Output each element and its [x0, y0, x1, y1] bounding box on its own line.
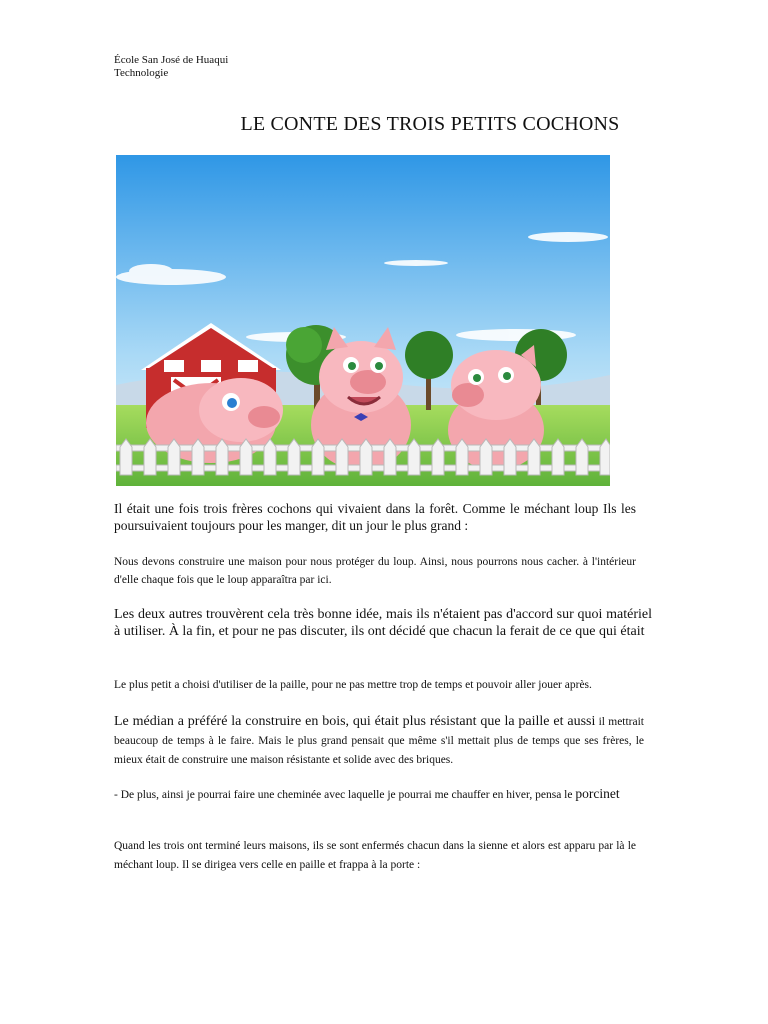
paragraph-6-text: - De plus, ainsi je pourrai faire une cheminée avec laquelle je pourrai me chauffer en hiver, pensa le: [114, 789, 573, 801]
paragraph-6-end: porcinet: [575, 786, 620, 801]
paragraph-3: Les deux autres trouvèrent cela très bonne idée, mais ils n'étaient pas d'accord sur quoi matériel à utiliser. À la fin, et pour ne pas discuter, ils ont décidé que chacun la ferait de ce que qui était: [114, 607, 652, 639]
paragraph-5-lead: Le médian a préféré la construire en bois, qui était plus résistant que la paille et aussi: [114, 714, 596, 729]
school-name: École San José de Huaqui: [114, 54, 229, 66]
paragraph-2: Nous devons construire une maison pour nous protéger du loup. Ainsi, nous pourrons nous cacher. à l'intérieur d'elle chaque fois que le loup apparaîtra par ici.: [114, 556, 636, 586]
paragraph-5-rest: il mettrait beaucoup de temps à le faire. Mais le plus grand pensait que même s'il mettait plus de temps que ses frères, le mieux était de construire une maison résistante et solide avec des briques.: [114, 716, 645, 766]
document-header: [114, 54, 228, 80]
subject-name: Technologie: [114, 67, 169, 79]
paragraph-6: [114, 784, 634, 805]
paragraph-5: [114, 712, 644, 770]
document-title: LE CONTE DES TROIS PETITS COCHONS: [240, 113, 620, 135]
paragraph-4: Le plus petit a choisi d'utiliser de la paille, pour ne pas mettre trop de temps et pouvoir aller jouer après.: [114, 679, 592, 691]
paragraph-1: Il était une fois trois frères cochons qui vivaient dans la forêt. Comme le méchant loup Ils les poursuivaient toujours pour les manger, dit un jour le plus grand :: [114, 501, 636, 533]
three-pigs-illustration: [116, 155, 610, 486]
paragraph-7: Quand les trois ont terminé leurs maisons, ils se sont enfermés chacun dans la sienne et alors est apparu par là le méchant loup. Il se dirigea vers celle en paille et frappa à la porte :: [114, 840, 636, 871]
